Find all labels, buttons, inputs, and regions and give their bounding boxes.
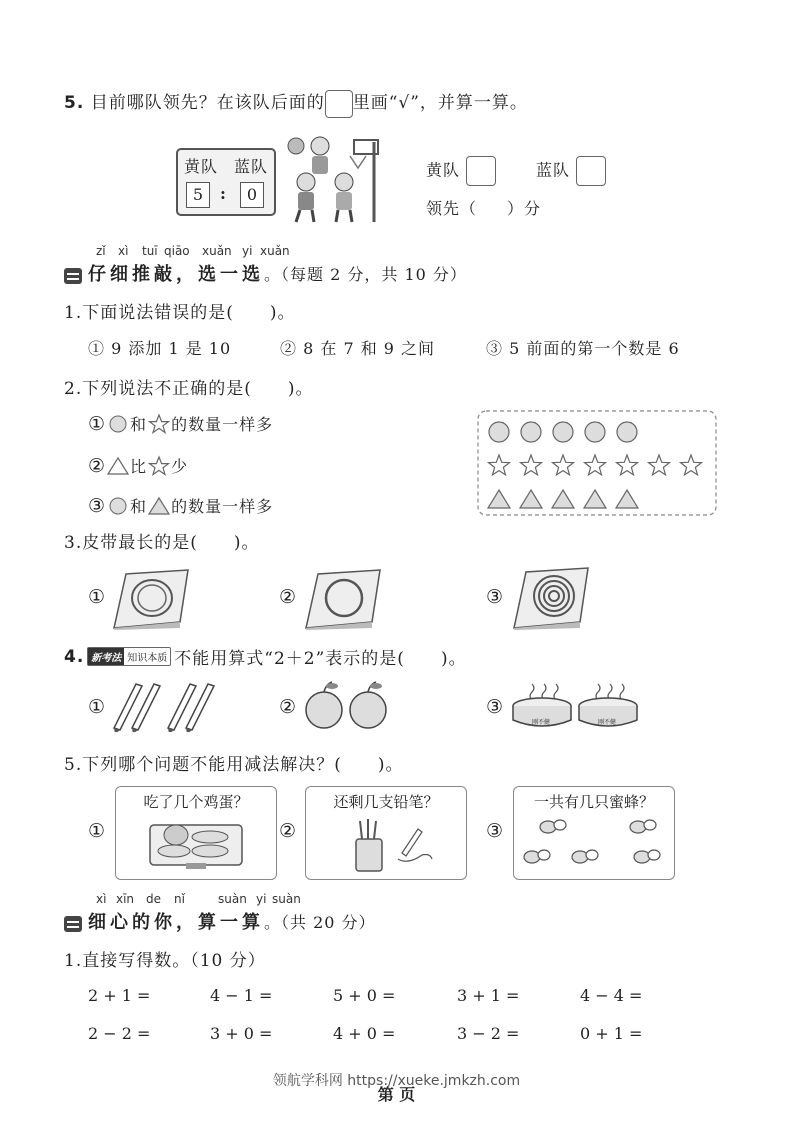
section2-pinyin: zǐ xì tuī qiāo xuǎn yi xuǎn [96,244,290,258]
score-colon: : [220,184,226,203]
section3-heading [64,908,376,934]
pot-label-1: 刚不健 [532,719,551,726]
shape-triangle [552,490,574,508]
belt-box-1 [110,562,190,630]
q2-2-option-1[interactable]: ① 和 的数量一样多 [88,412,274,435]
apples-illustration [302,680,392,730]
circle-icon [106,414,130,434]
card-eggs [115,786,277,880]
section2-title: 仔细推敲，选一选 [88,264,264,285]
q2-5-mark-2[interactable]: ② [279,820,297,842]
q2-4-stem-row: 4. 新考法 知识本质 不能用算式“2＋2”表示的是( )。 [64,646,467,669]
math-problem[interactable]: 0 + 1 = [580,1024,643,1043]
shape-star [649,455,670,475]
blue-team-answer: 蓝队 [536,156,606,186]
q2-5-mark-3[interactable]: ③ [486,820,504,842]
math-problem[interactable]: 2 + 1 = [88,986,151,1005]
shape-star [585,455,606,475]
math-problem[interactable]: 5 + 0 = [333,986,396,1005]
steamer-pots-illustration [510,680,640,730]
math-problem[interactable]: 3 + 1 = [457,986,520,1005]
scoreboard [176,148,276,216]
shape-star [489,455,510,475]
section3-title: 细心的你，算一算 [88,912,264,933]
page-number: 第 页 [377,1085,416,1104]
math-problem[interactable]: 4 − 4 = [580,986,643,1005]
pencils-illustration [112,680,216,732]
triangle-icon [147,496,171,516]
star-icon [147,413,171,435]
section3-note: 。（共 20 分） [264,913,376,932]
pencil-cup-icon [346,813,436,875]
shape-star [617,455,638,475]
shape-star [521,455,542,475]
shape-triangle [584,490,606,508]
basketball-players-illustration [284,132,384,224]
q2-3-mark-3[interactable]: ③ [486,586,504,608]
new-method-badge: 新考法 知识本质 [87,647,171,666]
shape-circle [521,422,541,442]
card-bees-question: 一共有几只蜜蜂？ [533,793,654,811]
shape-triangle [520,490,542,508]
pot-label-2: 刚不健 [598,719,617,726]
card-pencils-question: 还剩几支铅笔？ [333,793,439,811]
blue-answer-box[interactable] [576,156,606,186]
card-eggs-question: 吃了几个鸡蛋？ [143,793,249,811]
circle-icon [106,496,130,516]
q2-1-stem: 1.下面说法错误的是( )。 [64,303,296,323]
q2-1-option-2[interactable]: ② 8 在 7 和 9 之间 [280,339,436,358]
q2-3-stem: 3.皮带最长的是( )。 [64,533,260,553]
score-yellow: 5 [186,182,210,208]
shape-circle [617,422,637,442]
q2-4-mark-3[interactable]: ③ [486,696,504,718]
lead-points-blank[interactable]: 领先（ ）分 [426,199,542,218]
bees-icon [518,815,668,875]
yellow-answer-box[interactable] [466,156,496,186]
shape-triangle [488,490,510,508]
q2-3-mark-1[interactable]: ① [88,586,106,608]
card-pencils [305,786,467,880]
q2-3-mark-2[interactable]: ② [279,586,297,608]
card-bees [513,786,675,880]
scoreboard-team2: 蓝队 [234,157,269,176]
steamer-pots-drawing [510,680,640,730]
footer-watermark: 领航学科网 https://xueke.jmkzh.com [272,1073,521,1089]
q2-5-stem: 5.下列哪个问题不能用减法解决？( )。 [64,755,404,775]
shape-star [553,455,574,475]
belt-box-2 [302,562,382,630]
shape-star [681,455,702,475]
q2-2-stem: 2.下列说法不正确的是( )。 [64,379,314,399]
q2-1-option-3[interactable]: ③ 5 前面的第一个数是 6 [486,339,680,358]
q2-5-mark-1[interactable]: ① [88,820,106,842]
scoreboard-team1: 黄队 [184,157,219,176]
q2-2-option-3[interactable]: ③ 和 的数量一样多 [88,494,274,517]
q3-1-stem: 1.直接写得数。（10 分） [64,951,266,971]
math-problem[interactable]: 3 + 0 = [210,1024,273,1043]
answer-box[interactable] [325,90,353,118]
section-list-icon [64,268,82,284]
egg-tray-icon [146,817,246,873]
score-blue: 0 [240,182,264,208]
shape-circle [585,422,605,442]
section3-pinyin: xì xīn de nǐ suàn yi suàn [96,892,301,906]
math-problem[interactable]: 2 − 2 = [88,1024,151,1043]
section-list-icon [64,916,82,932]
yellow-team-answer: 黄队 [426,156,496,186]
section2-note: 。（每题 2 分，共 10 分） [264,265,467,284]
belt-box-3 [510,560,590,630]
math-problem[interactable]: 4 + 0 = [333,1024,396,1043]
shape-circle [553,422,573,442]
shape-circle [489,422,509,442]
star-icon [147,455,171,477]
q2-4-mark-1[interactable]: ① [88,696,106,718]
section2-heading [64,260,467,286]
shape-triangle [616,490,638,508]
q2-4-mark-2[interactable]: ② [279,696,297,718]
q2-1-option-1[interactable]: ① 9 添加 1 是 10 [88,339,232,358]
q5-top-stem: 5. 目前哪队领先？在该队后面的 里画“√”，并算一算。 [64,88,528,118]
triangle-icon [106,456,130,476]
shapes-count-box [477,410,717,516]
math-problem[interactable]: 3 − 2 = [457,1024,520,1043]
math-problem[interactable]: 4 − 1 = [210,986,273,1005]
q2-2-option-2[interactable]: ② 比 少 [88,454,189,477]
